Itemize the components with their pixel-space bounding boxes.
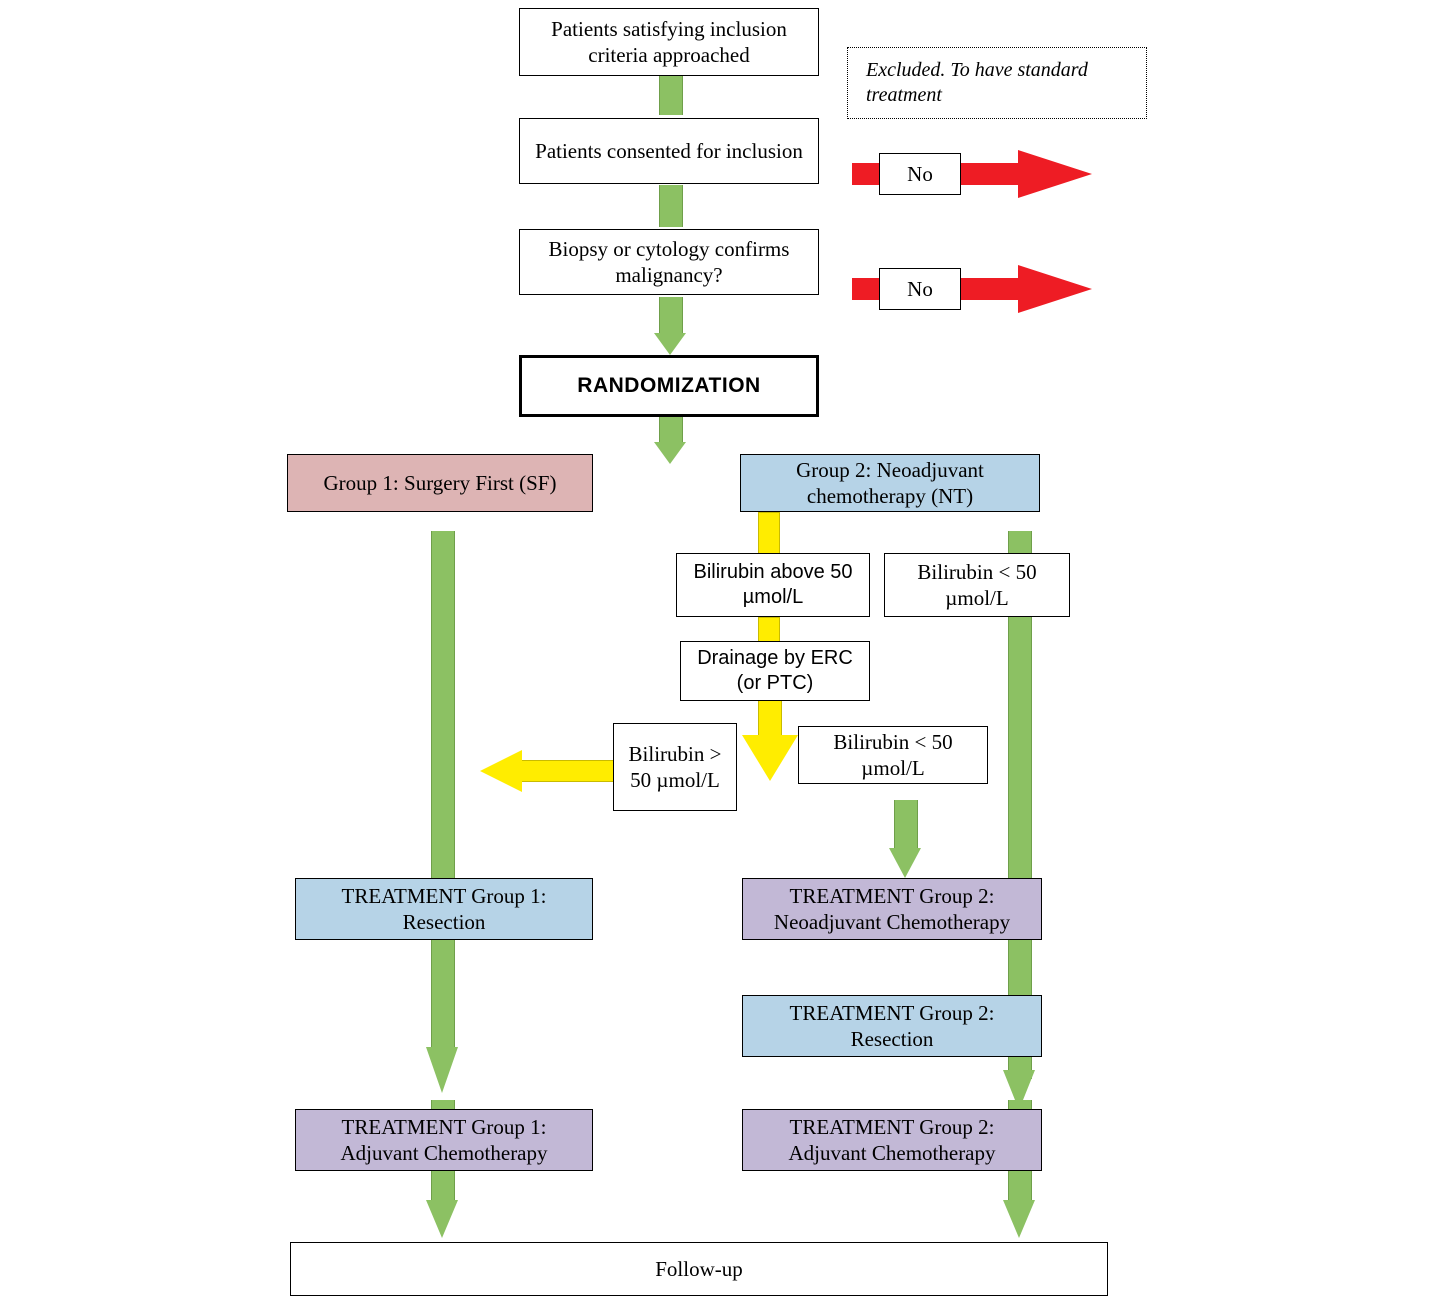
node-bilirubin-under-50-after: Bilirubin < 50 µmol/L: [798, 726, 988, 784]
green-arrow-biopsy-to-randomization: [654, 297, 686, 355]
node-biopsy: Biopsy or cytology confirms malignancy?: [519, 229, 819, 295]
green-arrow-bili-low-to-neoadj: [889, 800, 921, 878]
node-treatment-group2-adjuvant: TREATMENT Group 2: Adjuvant Chemotherapy: [742, 1109, 1042, 1171]
green-arrow-inclusion-to-consent: [659, 75, 681, 115]
node-drainage: Drainage by ERC (or PTC): [680, 641, 870, 701]
node-treatment-group1-adjuvant: TREATMENT Group 1: Adjuvant Chemotherapy: [295, 1109, 593, 1171]
node-bilirubin-over-50-after: Bilirubin > 50 µmol/L: [613, 723, 737, 811]
node-bilirubin-under-50-right: Bilirubin < 50 µmol/L: [884, 553, 1070, 617]
yellow-arrow-drainage-down: [742, 697, 798, 783]
label-no-1: No: [879, 153, 961, 195]
yellow-arrow-group2-to-bili-high: [758, 512, 780, 554]
node-treatment-group1-resection: TREATMENT Group 1: Resection: [295, 878, 593, 940]
node-randomization: RANDOMIZATION: [519, 355, 819, 417]
green-arrow-randomization-down: [654, 416, 686, 464]
node-followup: Follow-up: [290, 1242, 1108, 1296]
node-bilirubin-above-50: Bilirubin above 50 µmol/L: [676, 553, 870, 617]
green-arrow-group1-spine: [426, 531, 458, 1093]
green-arrow-consent-to-biopsy: [659, 185, 681, 227]
node-treatment-group2-neoadjuvant: TREATMENT Group 2: Neoadjuvant Chemotherapy: [742, 878, 1042, 940]
node-treatment-group2-resection: TREATMENT Group 2: Resection: [742, 995, 1042, 1057]
node-group1: Group 1: Surgery First (SF): [287, 454, 593, 512]
node-inclusion: Patients satisfying inclusion criteria approached: [519, 8, 819, 76]
node-group2: Group 2: Neoadjuvant chemotherapy (NT): [740, 454, 1040, 512]
node-consent: Patients consented for inclusion: [519, 118, 819, 184]
yellow-arrow-bili-high-back-to-group1: [480, 750, 615, 792]
node-excluded: Excluded. To have standard treatment: [847, 47, 1147, 119]
label-no-2: No: [879, 268, 961, 310]
